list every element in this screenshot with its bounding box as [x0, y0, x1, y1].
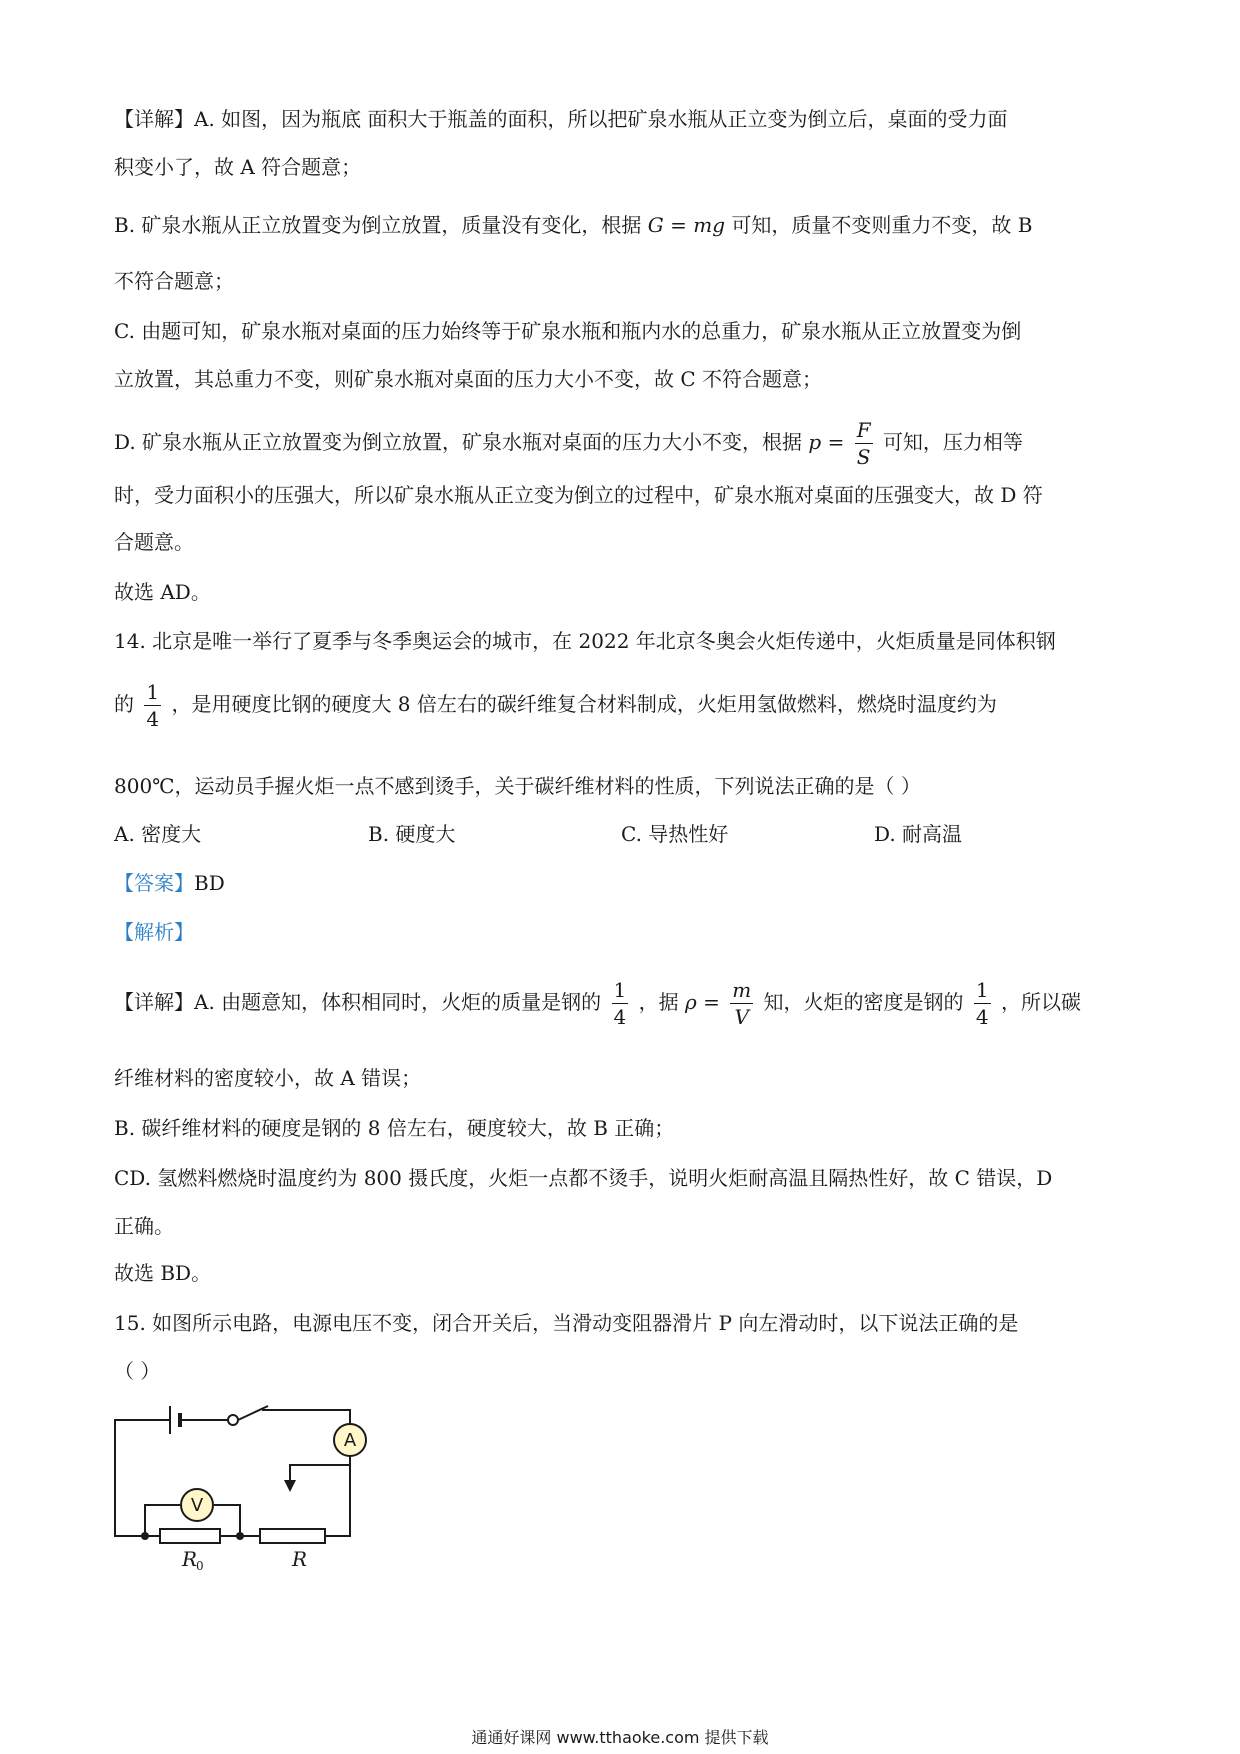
q14-stem-line1: 14. 北京是唯一举行了夏季与冬季奥运会的城市，在 2022 年北京冬奥会火炬传递中，火炬质量是同体积钢 — [114, 629, 1056, 653]
q14-detail-a-text-2: ，据 — [638, 990, 679, 1014]
r-label: R — [292, 1547, 308, 1570]
q14-option-d: D. 耐高温 — [874, 822, 963, 846]
q14-answer — [114, 868, 225, 898]
detail-13-b-line2: 不符合题意； — [114, 269, 234, 293]
q14-stem-text-1: 的 — [114, 692, 134, 716]
junction-right — [236, 1532, 244, 1540]
formula-pressure-numerator: F — [856, 418, 871, 442]
q14-detail-a-text-1: 【详解】A. 由题意知，体积相同时，火炬的质量是钢的 — [114, 990, 602, 1014]
q14-analysis-label: 【解析】 — [114, 920, 194, 944]
formula-density-numerator: m — [732, 978, 752, 1002]
formula-pressure-lhs: p = — [808, 430, 845, 454]
q14-detail-a-text-3: 知，火炬的密度是钢的 — [763, 990, 964, 1014]
q14-options — [114, 819, 1014, 849]
rheostat-slider-arrow — [284, 1480, 296, 1492]
q14-detail-a-line2: 纤维材料的密度较小，故 A 错误； — [114, 1066, 422, 1090]
wire-bottom-left — [115, 1505, 160, 1536]
conclusion-14: 故选 BD。 — [114, 1261, 212, 1285]
q14-fraction-quarter — [144, 680, 161, 731]
resistor-r0 — [160, 1529, 220, 1543]
circuit-diagram — [100, 1400, 380, 1570]
detail-13-b-text-2: 可知，质量不变则重力不变，故 B — [731, 213, 1033, 237]
switch-blade — [238, 1406, 268, 1420]
detail-13-d-text-2: 可知，压力相等 — [882, 430, 1023, 454]
ammeter-label: A — [343, 1430, 357, 1451]
q14-option-c: C. 导热性好 — [621, 822, 729, 846]
r0-subscript: 0 — [196, 1559, 204, 1570]
q14-answer-label: 【答案】 — [114, 871, 194, 895]
formula-pressure-denominator: S — [856, 445, 871, 469]
q15-stem-line2: （ ） — [114, 1359, 161, 1383]
q14-stem-line3: 800℃，运动员手握火炬一点不感到烫手，关于碳纤维材料的性质，下列说法正确的是（ ） — [114, 774, 921, 798]
formula-density-lhs: ρ = — [684, 990, 720, 1014]
detail-13-a-line2: 积变小了，故 A 符合题意； — [114, 155, 362, 179]
q14-detail-fraction-2 — [974, 978, 991, 1029]
formula-density-fraction — [730, 978, 753, 1029]
q14-detail-fraction-2-denominator: 4 — [975, 1005, 989, 1029]
q14-detail-cd-line1: CD. 氢燃料燃烧时温度约为 800 摄氏度，火炬一点都不烫手，说明火炬耐高温且隔热性好，故 C 错误，D — [114, 1166, 1053, 1190]
detail-13-d-line3: 合题意。 — [114, 530, 194, 554]
wire-ammeter-slider — [290, 1456, 350, 1482]
formula-density-denominator: V — [734, 1005, 749, 1029]
q14-detail-b: B. 碳纤维材料的硬度是钢的 8 倍左右，硬度较大，故 B 正确； — [114, 1116, 675, 1140]
q14-stem-line2 — [114, 680, 997, 731]
q14-detail-fraction-1-numerator: 1 — [613, 978, 627, 1002]
q14-fraction-denominator: 4 — [146, 707, 160, 731]
q14-answer-value: BD — [194, 871, 225, 895]
q14-fraction-numerator: 1 — [146, 680, 160, 704]
formula-gravity: G = mg — [647, 213, 725, 237]
q14-detail-fraction-1-denominator: 4 — [613, 1005, 627, 1029]
q14-option-a: A. 密度大 — [114, 822, 202, 846]
switch-pivot — [228, 1415, 238, 1425]
detail-13-d-line1 — [114, 418, 1023, 469]
q14-detail-fraction-1 — [612, 978, 629, 1029]
junction-left — [141, 1532, 149, 1540]
q15-stem-line1: 15. 如图所示电路，电源电压不变，闭合开关后，当滑动变阻器滑片 P 向左滑动时，以下说法正确的是 — [114, 1311, 1019, 1335]
detail-13-b-text-1: B. 矿泉水瓶从正立放置变为倒立放置，质量没有变化，根据 — [114, 213, 642, 237]
wire-bottom-right — [325, 1456, 350, 1536]
r0-label: R — [182, 1547, 198, 1570]
q14-detail-cd-line2: 正确。 — [114, 1214, 174, 1238]
voltmeter-label: V — [190, 1495, 204, 1516]
detail-13-d-line2: 时，受力面积小的压强大，所以矿泉水瓶从正立变为倒立的过程中，矿泉水瓶对桌面的压强变大，故 D 符 — [114, 483, 1043, 507]
rheostat-r — [260, 1529, 325, 1543]
detail-13-b-line1 — [114, 210, 1032, 240]
detail-13-c-line2: 立放置，其总重力不变，则矿泉水瓶对桌面的压力大小不变，故 C 不符合题意； — [114, 367, 823, 391]
q14-detail-fraction-2-numerator: 1 — [975, 978, 989, 1002]
conclusion-13: 故选 AD。 — [114, 580, 211, 604]
q14-option-b: B. 硬度大 — [368, 822, 456, 846]
q14-detail-a-text-4: ，所以碳 — [1001, 990, 1081, 1014]
detail-13-a-line1: 【详解】A. 如图，因为瓶底 面积大于瓶盖的面积，所以把矿泉水瓶从正立变为倒立后，桌面的受力面 — [114, 107, 1008, 131]
wire-left-top — [115, 1420, 170, 1505]
wire-switch-ammeter — [262, 1410, 350, 1424]
q14-detail-a-line1 — [114, 978, 1081, 1029]
q14-stem-text-2: ，是用硬度比钢的硬度大 8 倍左右的碳纤维复合材料制成，火炬用氢做燃料，燃烧时温度约为 — [171, 692, 997, 716]
detail-13-d-text-1: D. 矿泉水瓶从正立放置变为倒立放置，矿泉水瓶对桌面的压力大小不变，根据 — [114, 430, 803, 454]
page-footer: 通通好课网 www.tthaoke.com 提供下载 — [471, 1728, 769, 1747]
detail-13-c-line1: C. 由题可知，矿泉水瓶对桌面的压力始终等于矿泉水瓶和瓶内水的总重力，矿泉水瓶从正立放置变为倒 — [114, 319, 1022, 343]
formula-pressure-fraction — [855, 418, 873, 469]
